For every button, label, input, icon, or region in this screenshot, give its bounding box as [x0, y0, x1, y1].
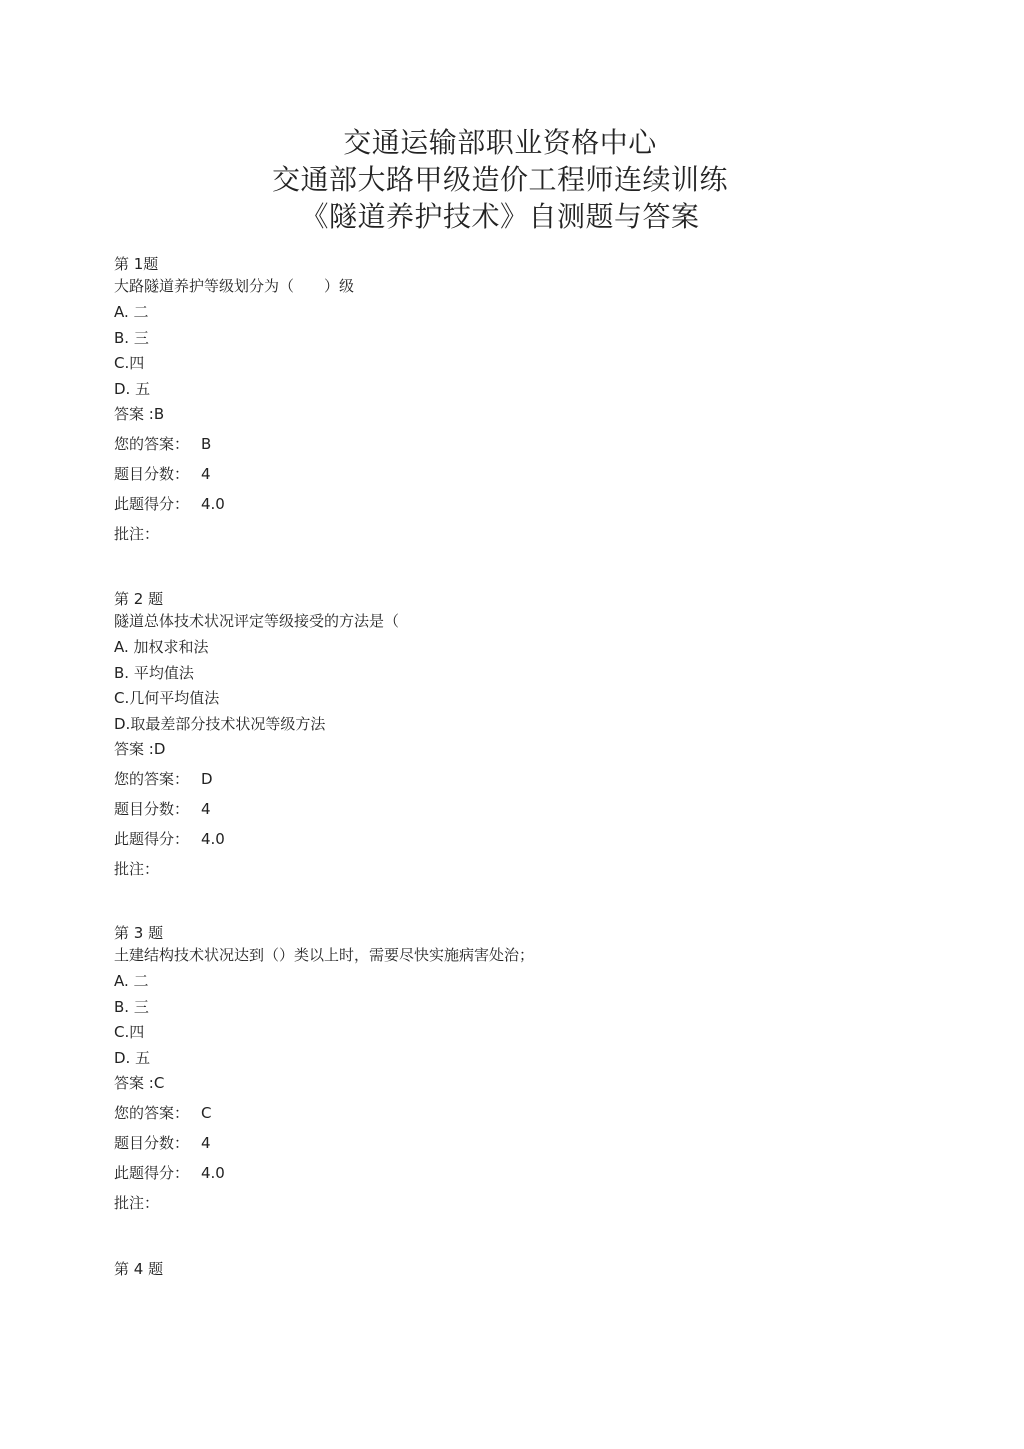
question-number: 第 2 题 [114, 590, 164, 608]
question-stem: 隧道总体技术状况评定等级接受的方法是（ [114, 612, 400, 630]
document-title [0, 124, 1000, 235]
your-answer-row [114, 433, 914, 463]
comment-label: 批注： [114, 1194, 160, 1212]
option-b: B. 平均值法 [114, 663, 194, 682]
score-row [114, 1132, 914, 1162]
option-d: D. 五 [114, 379, 151, 398]
question-number: 第 1题 [114, 255, 159, 273]
correct-answer: 答案 :C [114, 1074, 165, 1092]
question-number: 第 4 题 [114, 1260, 164, 1278]
comment-row [114, 523, 914, 553]
comment-label: 批注： [114, 860, 160, 878]
comment-label: 批注： [114, 525, 160, 543]
score-row [114, 463, 914, 493]
earned-row [114, 493, 914, 523]
title-line-3: 《隧道养护技术》自测题与答案 [300, 200, 700, 233]
option-c: C.几何平均值法 [114, 689, 220, 707]
earned-label: 此题得分： [114, 830, 190, 848]
your-answer-row [114, 768, 914, 798]
option-c: C.四 [114, 354, 145, 372]
option-a: A. 二 [114, 972, 149, 990]
your-answer-row [114, 1102, 914, 1132]
question-2 [114, 588, 914, 888]
question-stem: 大路隧道养护等级划分为（ ）级 [114, 277, 355, 295]
question-4 [114, 1258, 914, 1280]
score-row [114, 798, 914, 828]
question-number: 第 3 题 [114, 924, 164, 942]
your-answer-value: C [201, 1104, 212, 1122]
comment-row [114, 1192, 914, 1222]
title-line-1: 交通运输部职业资格中心 [343, 126, 657, 159]
question-1 [114, 253, 914, 553]
your-answer-label: 您的答案： [114, 770, 190, 788]
title-line-2: 交通部大路甲级造价工程师连续训练 [271, 163, 728, 196]
your-answer-value: D [201, 770, 213, 788]
your-answer-label: 您的答案： [114, 435, 190, 453]
question-stem: 土建结构技术状况达到（）类以上时，需要尽快实施病害处治； [114, 946, 535, 964]
score-label: 题目分数： [114, 465, 190, 483]
option-a: A. 加权求和法 [114, 638, 209, 656]
option-c: C.四 [114, 1023, 145, 1041]
earned-row [114, 1162, 914, 1192]
earned-value: 4.0 [201, 495, 225, 513]
earned-label: 此题得分： [114, 495, 190, 513]
question-3 [114, 922, 914, 1222]
comment-row [114, 858, 914, 888]
option-d: D. 五 [114, 1048, 151, 1067]
score-value: 4 [201, 800, 211, 818]
score-label: 题目分数： [114, 1134, 190, 1152]
correct-answer: 答案 :D [114, 740, 166, 758]
earned-label: 此题得分： [114, 1164, 190, 1182]
score-value: 4 [201, 1134, 211, 1152]
correct-answer: 答案 :B [114, 405, 165, 423]
option-d: D.取最差部分技术状况等级方法 [114, 714, 326, 733]
score-value: 4 [201, 465, 211, 483]
your-answer-value: B [201, 435, 212, 453]
earned-value: 4.0 [201, 1164, 225, 1182]
your-answer-label: 您的答案： [114, 1104, 190, 1122]
earned-row [114, 828, 914, 858]
score-label: 题目分数： [114, 800, 190, 818]
earned-value: 4.0 [201, 830, 225, 848]
option-b: B. 三 [114, 997, 149, 1016]
option-a: A. 二 [114, 303, 149, 321]
option-b: B. 三 [114, 328, 149, 347]
